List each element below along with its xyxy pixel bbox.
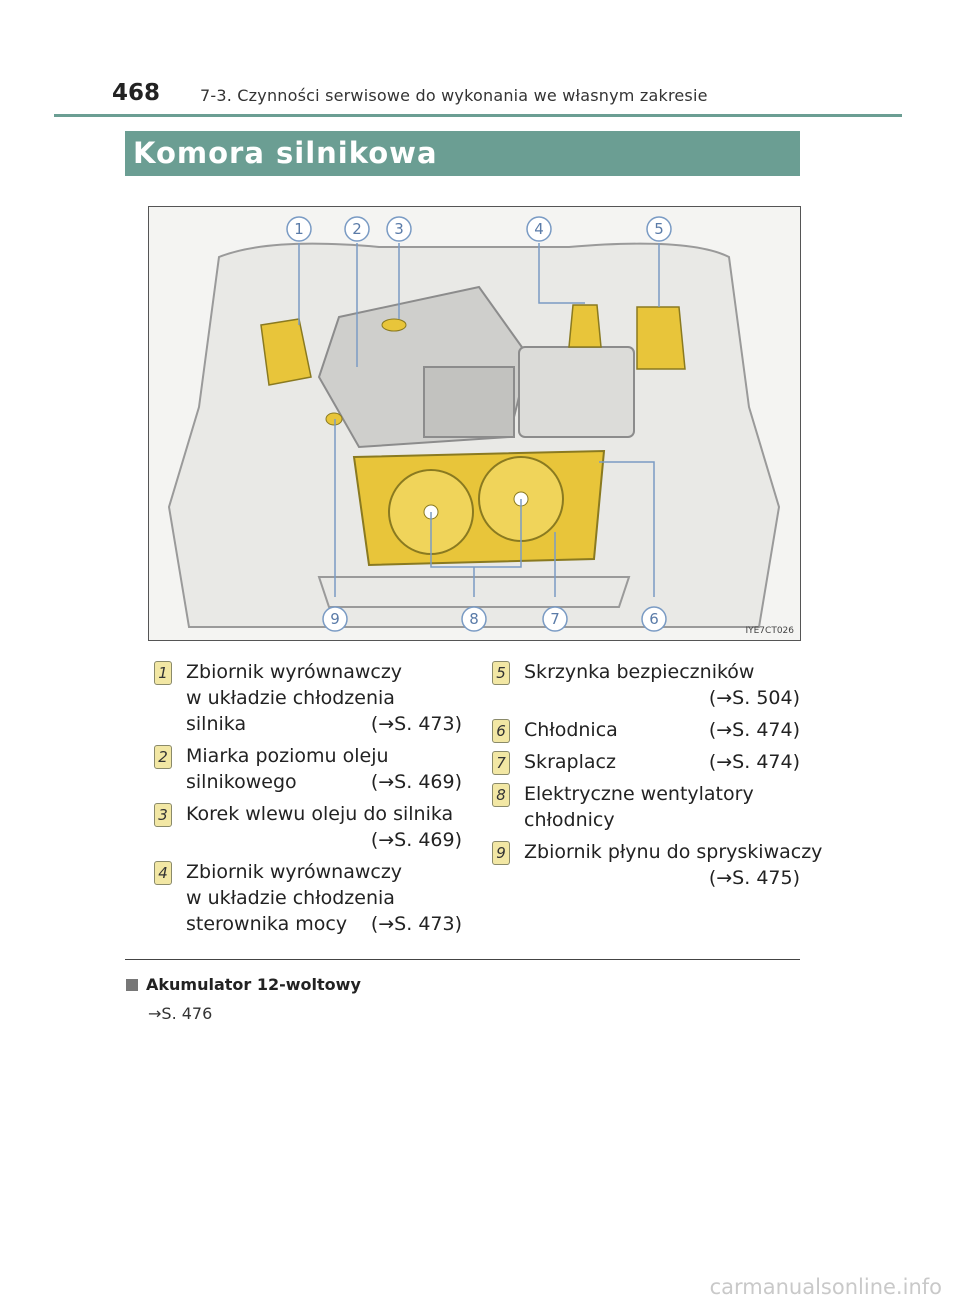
item-text: sterownika mocy xyxy=(186,913,348,935)
section-bar xyxy=(125,131,800,176)
air-filter xyxy=(424,367,514,437)
item-text: Skraplacz xyxy=(524,751,616,773)
list-item-8 xyxy=(488,781,800,833)
item-text: Zbiornik płynu do spryskiwaczy xyxy=(524,841,823,863)
callout-8: 8 xyxy=(469,610,479,628)
list-item-6 xyxy=(488,717,800,743)
item-text: silnika xyxy=(186,713,247,735)
note-heading xyxy=(126,975,361,994)
page-reference: (→S. 469) xyxy=(370,829,462,851)
battery-cover xyxy=(519,347,634,437)
page-reference: (→S. 475) xyxy=(708,867,800,889)
item-text: Elektryczne wentylatory xyxy=(524,783,754,805)
callout-4: 4 xyxy=(534,220,544,238)
item-text: Korek wlewu oleju do silnika xyxy=(186,803,454,825)
item-number-badge: 7 xyxy=(492,751,510,775)
item-number-badge: 6 xyxy=(492,719,510,743)
note-reference: →S. 476 xyxy=(148,1004,213,1023)
callout-5: 5 xyxy=(654,220,664,238)
callout-9: 9 xyxy=(330,610,340,628)
list-item-5 xyxy=(488,659,800,711)
parts-list-right xyxy=(488,659,823,897)
section-title: Komora silnikowa xyxy=(133,136,438,170)
item-number-badge: 1 xyxy=(154,661,172,685)
item-number-badge: 2 xyxy=(154,745,172,769)
item-number-badge: 4 xyxy=(154,861,172,885)
engine-compartment-figure xyxy=(148,206,801,641)
list-item-4 xyxy=(150,859,462,937)
page-reference: (→S. 473) xyxy=(370,713,462,735)
engine-illustration xyxy=(149,207,800,640)
item-number-badge: 9 xyxy=(492,841,510,865)
watermark: carmanualsonline.info xyxy=(709,1275,942,1299)
square-bullet-icon xyxy=(126,979,138,991)
list-item-9 xyxy=(488,839,823,891)
item-text: silnikowego xyxy=(186,771,297,793)
item-text: chłodnicy xyxy=(524,809,615,831)
item-text: Zbiornik wyrównawczy xyxy=(186,861,403,883)
item-number-badge: 5 xyxy=(492,661,510,685)
oil-filler-cap-part xyxy=(382,319,406,331)
callout-7: 7 xyxy=(550,610,560,628)
parts-list-left xyxy=(150,659,462,943)
callout-1: 1 xyxy=(294,220,304,238)
washer-reservoir-part xyxy=(326,413,342,425)
list-item-3 xyxy=(150,801,462,853)
header-rule xyxy=(54,114,902,117)
page-number: 468 xyxy=(112,80,161,106)
item-text: Miarka poziomu oleju xyxy=(186,745,389,767)
callout-6: 6 xyxy=(649,610,659,628)
item-number-badge: 8 xyxy=(492,783,510,807)
page-reference: (→S. 469) xyxy=(370,771,462,793)
item-number-badge: 3 xyxy=(154,803,172,827)
note-title: Akumulator 12-woltowy xyxy=(146,975,361,994)
item-text: Zbiornik wyrównawczy xyxy=(186,661,403,683)
inverter-reservoir-part xyxy=(569,305,601,347)
page-reference: (→S. 474) xyxy=(708,751,800,773)
list-item-7 xyxy=(488,749,800,775)
item-text: Skrzynka bezpieczników xyxy=(524,661,755,683)
list-item-1 xyxy=(150,659,462,737)
section-divider xyxy=(125,959,800,960)
callout-2: 2 xyxy=(352,220,362,238)
callout-3: 3 xyxy=(394,220,404,238)
running-title: 7-3. Czynności serwisowe do wykonania we własnym zakresie xyxy=(200,86,708,105)
item-text: w układzie chłodzenia xyxy=(186,887,395,909)
page-reference: (→S. 474) xyxy=(708,719,800,741)
figure-code: IYE7CT026 xyxy=(745,626,794,636)
fuse-box-part xyxy=(637,307,685,369)
item-text: Chłodnica xyxy=(524,719,618,741)
callouts-top xyxy=(287,217,671,241)
page-reference: (→S. 504) xyxy=(708,687,800,709)
item-text: w układzie chłodzenia xyxy=(186,687,395,709)
list-item-2 xyxy=(150,743,462,795)
page-reference: (→S. 473) xyxy=(370,913,462,935)
